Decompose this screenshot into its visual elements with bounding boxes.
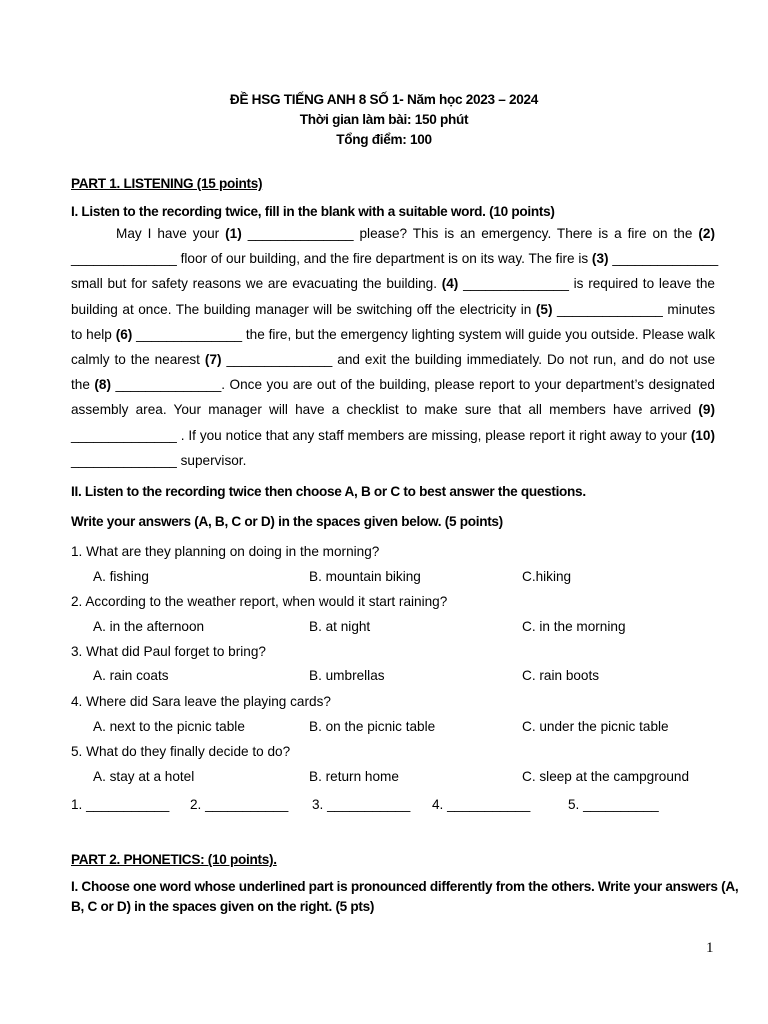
part1-section2-title: II. Listen to the recording twice then choose A, B or C to best answer the questions. <box>71 484 586 499</box>
answer-blank-5: 5. __________ <box>568 797 659 812</box>
answer-blank-4: 4. ___________ <box>432 797 531 812</box>
paragraph-line: to help (6) ______________ the fire, but the emergency lighting system will guide you outside. Please walk <box>71 326 716 342</box>
exam-duration: Thời gian làm bài: 150 phút <box>299 112 469 127</box>
question-3-option-a: A. rain coats <box>93 668 169 683</box>
exam-total-score: Tổng điểm: 100 <box>336 132 432 147</box>
question-5-option-a: A. stay at a hotel <box>93 769 195 784</box>
part2-title: PART 2. PHONETICS: (10 points). <box>71 852 277 867</box>
part1-section2-instruction: Write your answers (A, B, C or D) in the spaces given below. (5 points) <box>71 514 503 529</box>
question-3-option-b: B. umbrellas <box>309 668 385 683</box>
part1-section1-title: I. Listen to the recording twice, fill in the blank with a suitable word. (10 points) <box>71 204 555 219</box>
question-2-option-b: B. at night <box>309 619 371 634</box>
question-2: 2. According to the weather report, when would it start raining? <box>71 594 448 609</box>
answer-blank-3: 3. ___________ <box>312 797 411 812</box>
question-5: 5. What do they finally decide to do? <box>71 744 291 759</box>
part2-section1-title-line2: B, C or D) in the spaces given on the right. (5 pts) <box>71 899 375 914</box>
listening-paragraph <box>71 224 719 476</box>
paragraph-line: assembly area. Your manager will have a checklist to make sure that all members have arrived (9) <box>71 402 715 418</box>
question-4: 4. Where did Sara leave the playing cards? <box>71 694 331 709</box>
paragraph-line: building at once. The building manager will be switching off the electricity in (5) ______________ minutes <box>71 301 715 317</box>
paragraph-line: ______________ floor of our building, and the fire department is on its way. The fire is (3) ______________ <box>71 251 719 267</box>
paragraph-line: small but for safety reasons we are evacuating the building. (4) ______________ is required to leave the <box>71 276 715 292</box>
paragraph-line: calmly to the nearest (7) ______________ and exit the building immediately. Do not run, and do not use <box>71 351 716 367</box>
paragraph-line: ______________ . If you notice that any staff members are missing, please report it right away to your (10) <box>71 427 715 443</box>
question-5-option-c: C. sleep at the campground <box>522 769 690 784</box>
paragraph-line: the (8) ______________. Once you are out of the building, please report to your department’s designated <box>71 377 715 393</box>
exam-title: ĐỀ HSG TIẾNG ANH 8 SỐ 1- Năm học 2023 – 2024 <box>229 92 539 107</box>
answer-blank-2: 2. ___________ <box>190 797 289 812</box>
document-header <box>0 90 768 150</box>
question-1: 1. What are they planning on doing in the morning? <box>71 544 380 559</box>
paragraph-line: May I have your (1) ______________ please? This is an emergency. There is a fire on the (2) <box>116 226 715 241</box>
part2-section1-title-line1: I. Choose one word whose underlined part is pronounced differently from the others. Write your answers (A, <box>71 879 739 894</box>
question-1-option-b: B. mountain biking <box>309 569 421 584</box>
question-4-option-a: A. next to the picnic table <box>93 719 245 734</box>
answer-blank-1: 1. ___________ <box>71 797 170 812</box>
paragraph-line: ______________ supervisor. <box>71 452 247 468</box>
question-2-option-c: C. in the morning <box>522 619 626 634</box>
question-3-option-c: C. rain boots <box>522 668 600 683</box>
page-number: 1 <box>706 940 714 956</box>
question-1-option-c: C.hiking <box>522 569 572 584</box>
question-1-option-a: A. fishing <box>93 569 149 584</box>
question-5-option-b: B. return home <box>309 769 399 784</box>
question-3: 3. What did Paul forget to bring? <box>71 644 266 659</box>
part1-title: PART 1. LISTENING (15 points) <box>71 176 263 191</box>
question-4-option-c: C. under the picnic table <box>522 719 669 734</box>
question-2-option-a: A. in the afternoon <box>93 619 205 634</box>
question-4-option-b: B. on the picnic table <box>309 719 436 734</box>
